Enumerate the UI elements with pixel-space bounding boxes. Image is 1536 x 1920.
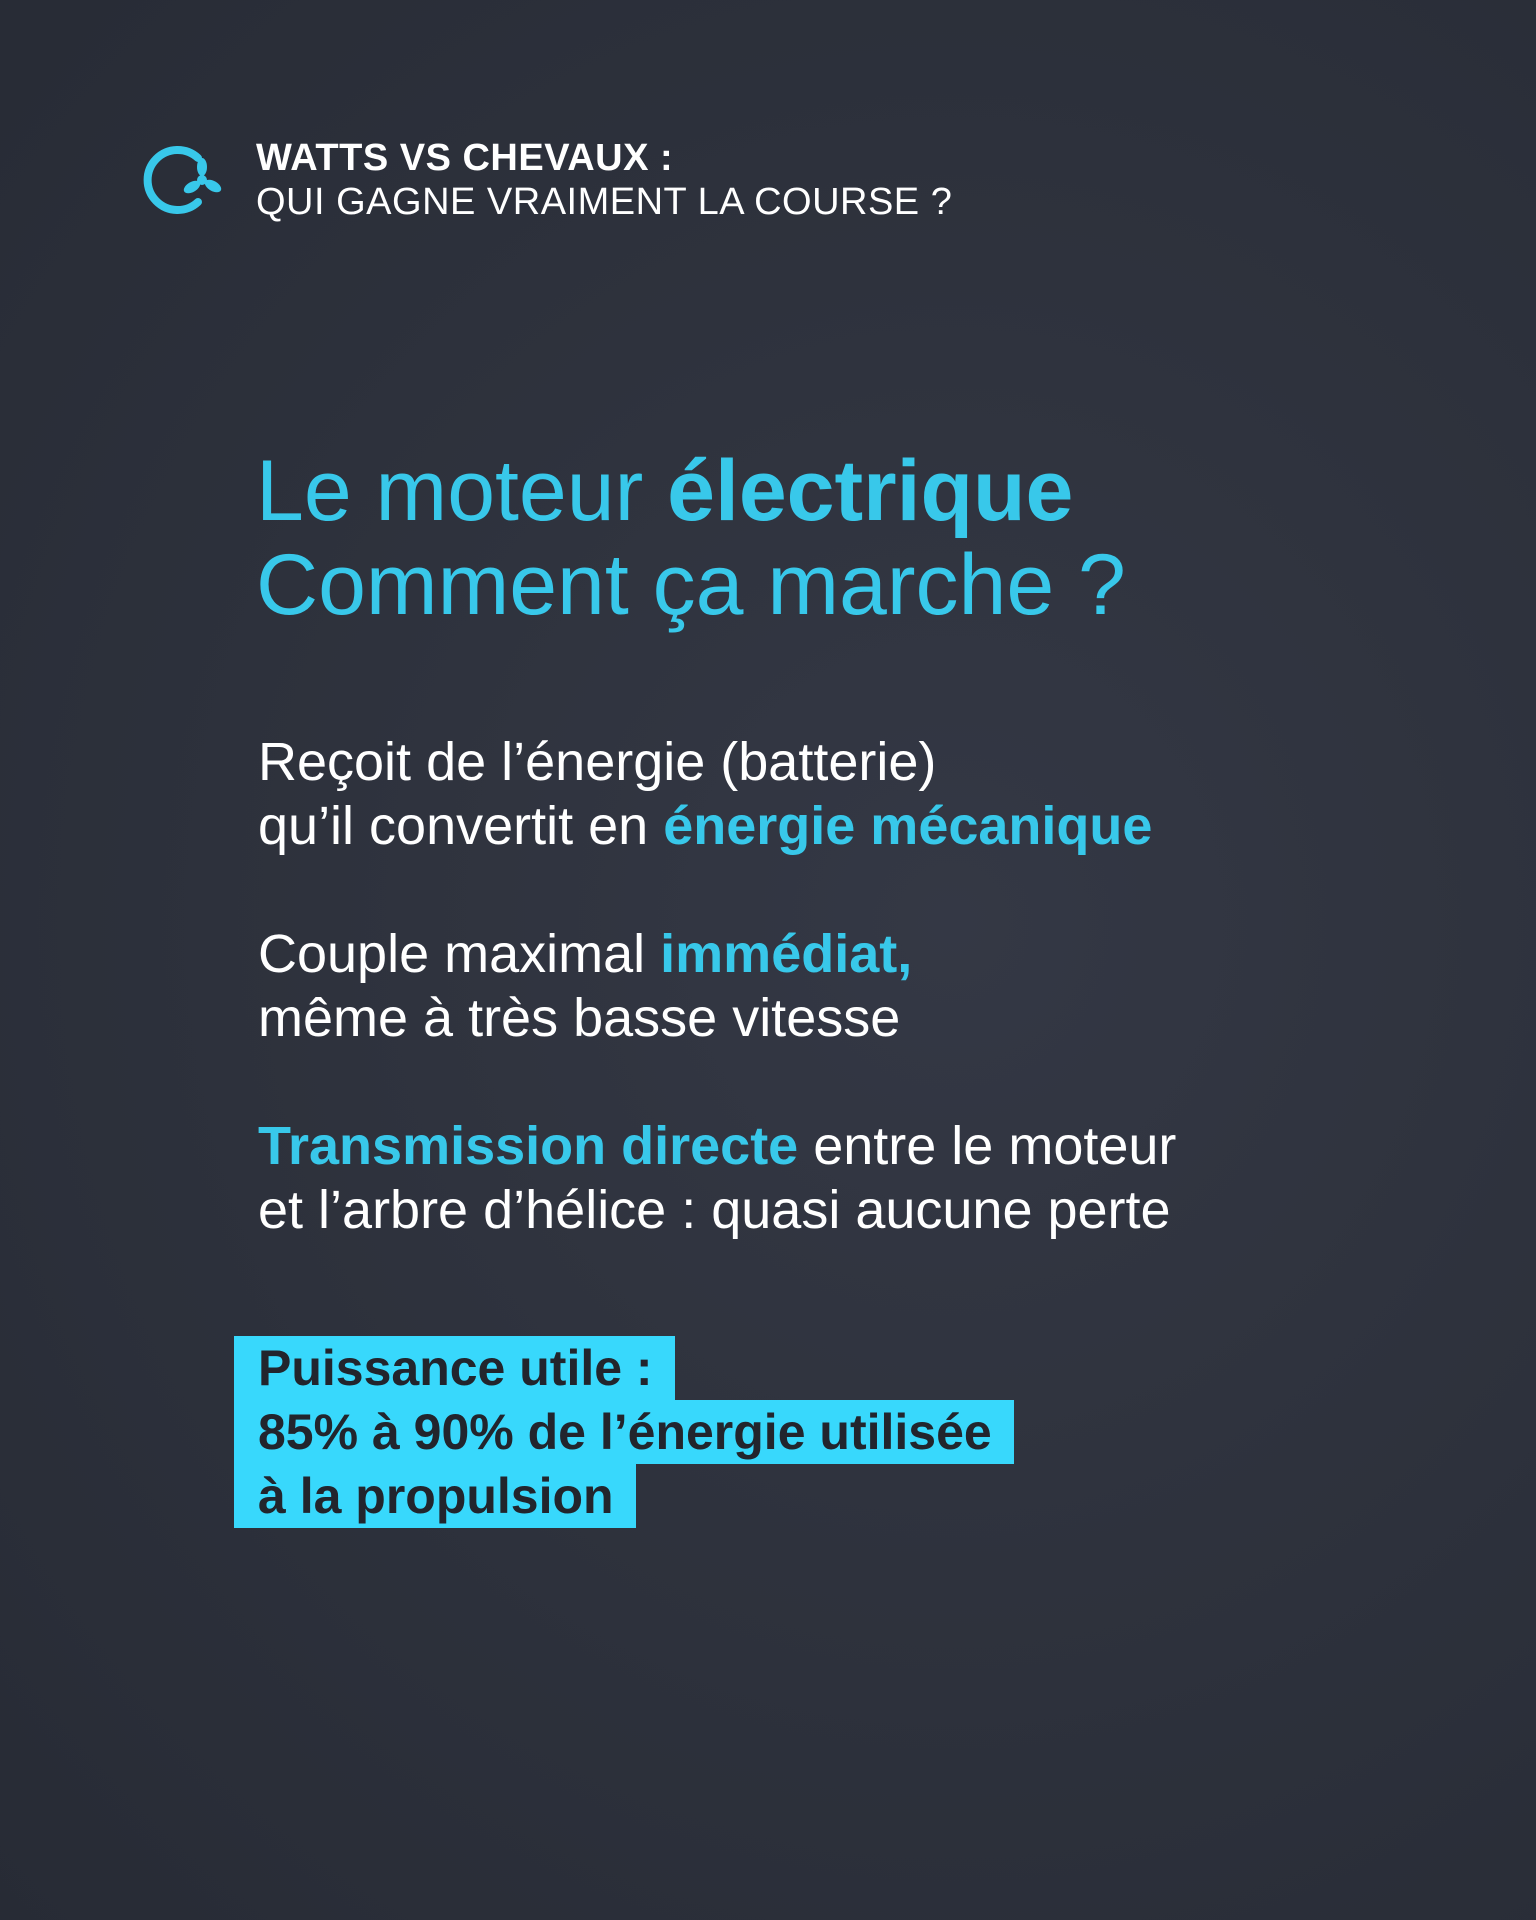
efficiency-callout (234, 1336, 1014, 1528)
feature-highlight: Transmission directe (258, 1116, 799, 1176)
feature-highlight: immédiat, (660, 924, 913, 984)
header (140, 136, 952, 224)
series-title: WATTS VS CHEVAUX : (256, 137, 674, 179)
feature-highlight: énergie mécanique (663, 796, 1153, 856)
title-emphasis: électrique (667, 443, 1074, 539)
callout-line: 85% à 90% de l’énergie utilisée (234, 1400, 1014, 1464)
feature-line (258, 1114, 1438, 1178)
feature-torque (258, 922, 1438, 1050)
feature-line: et l’arbre d’hélice : quasi aucune perte (258, 1180, 1171, 1240)
feature-list (258, 730, 1438, 1242)
title-line-2: Comment ça marche ? (256, 537, 1126, 633)
feature-line (258, 922, 1438, 986)
feature-transmission (258, 1114, 1438, 1242)
feature-text: Couple maximal (258, 924, 661, 984)
feature-line: Reçoit de l’énergie (batterie) (258, 732, 937, 792)
feature-text: qu’il convertit en (258, 796, 664, 856)
page-title (256, 444, 1416, 632)
header-text (256, 136, 952, 224)
callout-line: Puissance utile : (234, 1336, 675, 1400)
title-text: Le moteur (256, 443, 668, 539)
title-line-1 (256, 444, 1416, 538)
feature-line (258, 794, 1438, 858)
callout-line: à la propulsion (234, 1464, 636, 1528)
feature-energy-conversion (258, 730, 1438, 858)
series-subtitle: QUI GAGNE VRAIMENT LA COURSE ? (256, 181, 953, 223)
feature-text: entre le moteur (798, 1116, 1177, 1176)
propeller-circle-logo-icon (140, 140, 232, 220)
feature-line: même à très basse vitesse (258, 988, 901, 1048)
